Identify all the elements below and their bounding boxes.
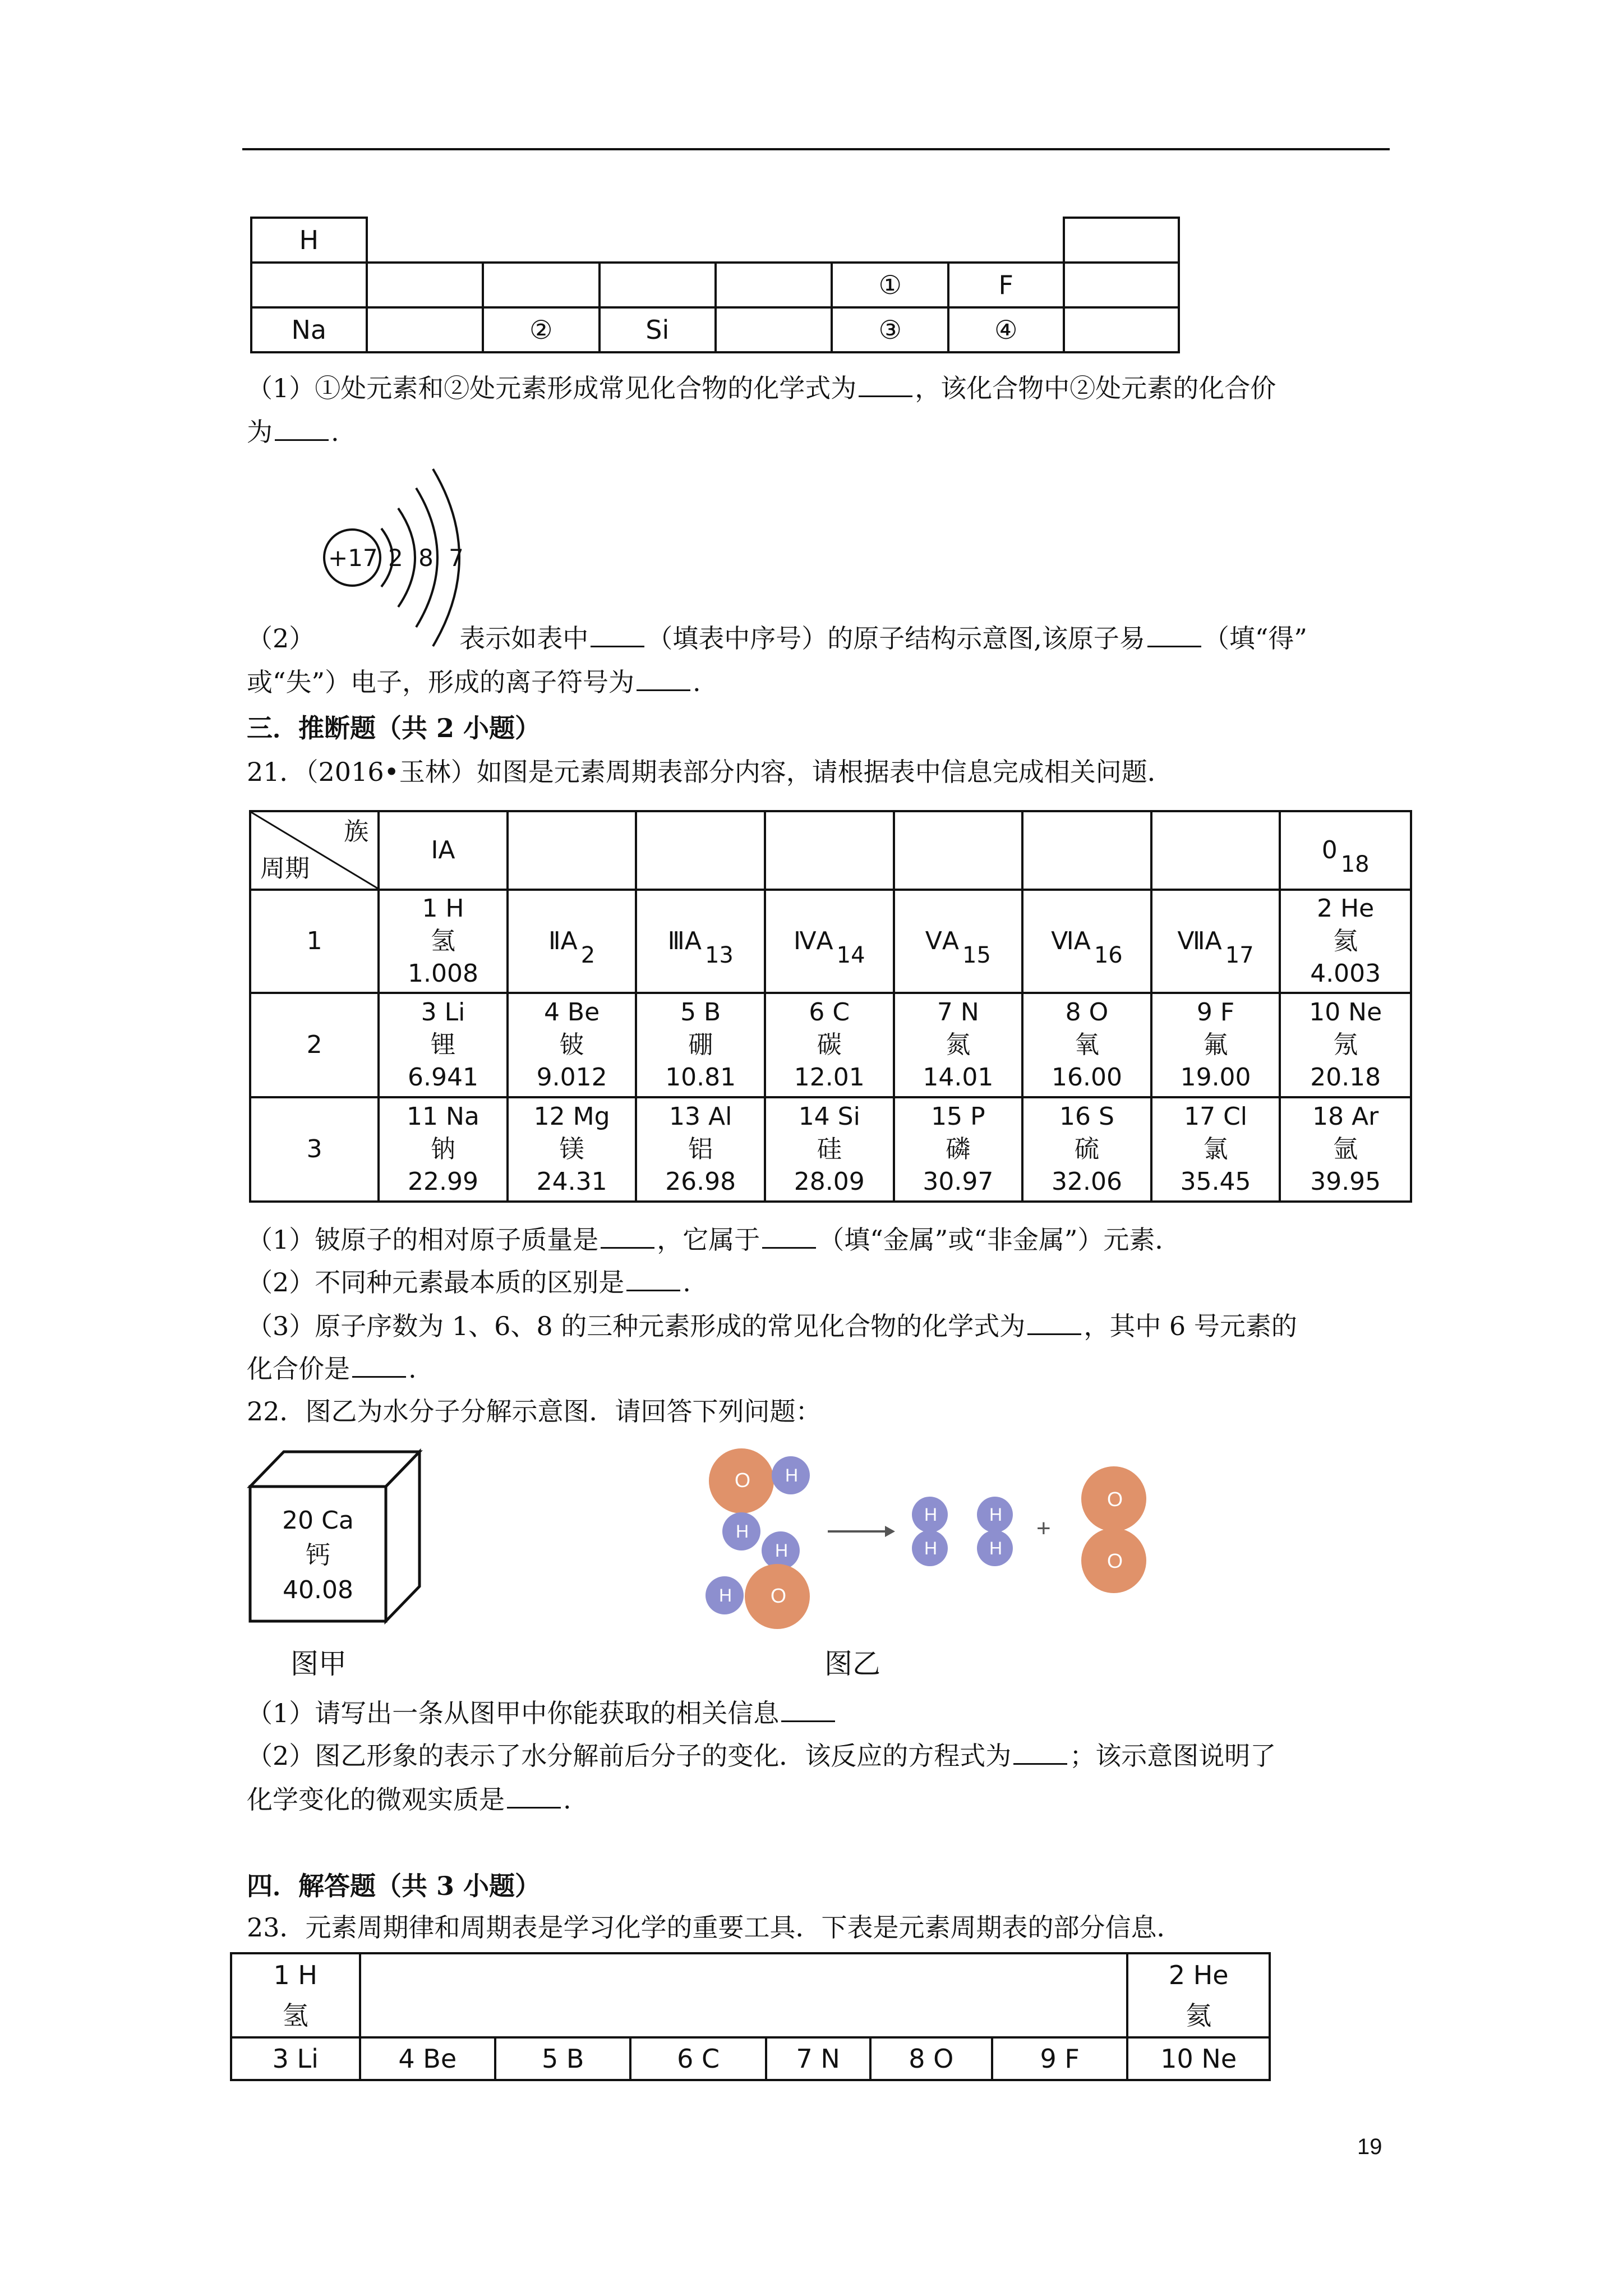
cell-empty [716,307,832,352]
q21-sub3-line1: （3）原子序数为 1、6、8 的三种元素形成的常见化合物的化学式为 ，其中 6 号元素的 [247,1311,1297,1341]
q22-stem: 22．图乙为水分子分解示意图．请回答下列问题： [247,1396,822,1427]
period-label: 2 [250,993,379,1097]
element-cell: 9 F [992,2037,1127,2080]
element-cell: 6 C [630,2037,766,2080]
period-label: 1 [250,890,379,993]
element-cell: 8 O 氧 16.00 [1022,993,1151,1097]
atom-label-o: O [1107,1488,1123,1511]
atom-label-h: H [775,1540,789,1561]
q20-part1-line1: （1）①处元素和②处元素形成常见化合物的化学式为 ，该化合物中②处元素的化合价 [247,373,1276,403]
q21-sub2: （2）不同种元素最本质的区别是 . [247,1267,691,1297]
cell-si: Si [600,307,716,352]
group-header: ⅦA 17 [1151,890,1280,993]
atom-label-h: H [719,1585,732,1605]
element-cell: 9 F 氟 19.00 [1151,993,1280,1097]
group-header: ⅢA 13 [636,890,765,993]
cell-empty [765,811,894,890]
cell-empty [600,263,716,307]
group-header: ⅣA 14 [765,890,894,993]
cell-empty [894,811,1023,890]
cell-gap [360,1953,1128,2037]
q22-sub2-line1: （2）图乙形象的表示了水分解前后分子的变化．该反应的方程式为 ；该示意图说明了 [247,1741,1276,1771]
cell-marker-1: ① [832,263,948,307]
cell-empty [1064,263,1179,307]
element-cell: 2 He 氦 [1127,1953,1270,2037]
element-cell: 3 Li [231,2037,360,2080]
element-cell: 7 N [766,2037,870,2080]
q20-part1-line2: 为 . [247,417,339,447]
cell-marker-4: ④ [948,307,1064,352]
cell-f: F [948,263,1064,307]
cell-empty [636,811,765,890]
cell-empty [1151,811,1280,890]
atom-label-o: O [771,1584,787,1607]
element-cell: 1 H 氢 [231,1953,360,2037]
page-number: 19 [1357,2134,1382,2159]
element-cell: 12 Mg 镁 24.31 [508,1097,637,1202]
atom-label-h: H [924,1538,938,1558]
atom-label-h: H [989,1504,1003,1525]
cell-empty [716,263,832,307]
element-cell: 7 N 氮 14.01 [894,993,1023,1097]
plus-sign: + [1036,1515,1051,1542]
q22-sub2-line2: 化学变化的微观实质是 . [247,1784,571,1815]
q21-sub1: （1）铍原子的相对原子质量是 ，它属于 （填“金属”或“非金属”）元素． [247,1225,1181,1255]
element-cell: 4 Be [360,2037,496,2080]
element-cell: 5 B 硼 10.81 [636,993,765,1097]
group-header: ⅥA 16 [1022,890,1151,993]
section-heading: 三．推断题（共 2 小题） [247,713,541,743]
q20-part2-line1: （2） 表示如表中 （填表中序号）的原子结构示意图,该原子易 （填“得” [247,623,1307,654]
element-cell: 10 Ne [1127,2037,1270,2080]
element-cell: 1 H 氢 1.008 [379,890,508,993]
cell-gap [367,218,1064,263]
period-label: 3 [250,1097,379,1202]
answer-blank[interactable] [859,373,912,397]
corner-group-label: 族 [344,817,369,846]
periodic-table [249,810,1412,1203]
element-cell: 10 Ne 氖 20.18 [1280,993,1411,1097]
element-cell: 3 Li 锂 6.941 [379,993,508,1097]
group-header: 0 18 [1280,811,1411,890]
q22-sub1: （1）请写出一条从图甲中你能获取的相关信息 [247,1696,837,1730]
figure-b-caption: 图乙 [824,1648,880,1680]
cell-h: H [251,218,367,263]
element-cell: 8 O [870,2037,993,2080]
cell-empty [367,307,483,352]
periodic-table-excerpt [230,1952,1271,2081]
oxygen-molecule [1081,1466,1146,1593]
element-cell: 2 He 氦 4.003 [1280,890,1411,993]
atom-label-h: H [989,1538,1003,1558]
element-cell: 17 Cl 氯 35.45 [1151,1097,1280,1202]
cell-empty [483,263,600,307]
answer-blank[interactable] [637,667,690,691]
corner-header-cell [250,811,379,890]
atom-label-o: O [1107,1549,1123,1572]
cell-empty [367,263,483,307]
cell-na: Na [251,307,367,352]
cell-empty [508,811,637,890]
header-rule [242,148,1390,150]
answer-blank[interactable] [1027,1311,1081,1335]
answer-blank[interactable] [762,1225,816,1249]
element-cell: 4 Be 铍 9.012 [508,993,637,1097]
section-heading: 四．解答题（共 3 小题） [247,1871,541,1901]
q20-part2-line2: 或“失”）电子，形成的离子符号为 . [247,667,701,697]
answer-blank[interactable] [591,623,644,647]
element-cell: 13 Al 铝 26.98 [636,1097,765,1202]
mini-periodic-table [250,217,1180,353]
group-header: ⅡA 2 [508,890,637,993]
element-cell: 15 P 磷 30.97 [894,1097,1023,1202]
q21-stem: 21．（2016•玉林）如图是元素周期表部分内容，请根据表中信息完成相关问题． [247,757,1173,787]
cell-empty [251,263,367,307]
atom-nucleus-label: +17 [328,544,378,572]
calcium-element-info: 20 Ca 钙 40.08 [282,1506,354,1604]
answer-blank[interactable] [1147,623,1201,647]
group-header: ⅤA 15 [894,890,1023,993]
element-cell: 5 B [495,2037,630,2080]
atom-label-h: H [924,1504,938,1525]
answer-blank[interactable] [352,1354,406,1378]
cell-empty [1064,307,1179,352]
water-molecule-hydrogens [722,1512,800,1570]
corner-period-label: 周期 [260,854,310,883]
q21-sub3-line2: 化合价是 . [247,1354,417,1384]
atom-label-o: O [735,1469,751,1492]
element-cell: 14 Si 硅 28.09 [765,1097,894,1202]
water-decomposition-diagram [690,1447,1150,1638]
element-cell: 11 Na 钠 22.99 [379,1097,508,1202]
figure-a-caption: 图甲 [291,1648,347,1680]
atom-shell-counts: 2 8 7 [388,544,464,572]
answer-blank[interactable] [626,1267,680,1291]
atom-label-h: H [736,1521,749,1542]
cell-empty [1022,811,1151,890]
answer-blank[interactable] [601,1225,654,1249]
cell-empty [1064,218,1179,263]
group-header: ⅠA [379,811,508,890]
answer-blank[interactable] [1013,1741,1067,1765]
reaction-arrowhead [885,1526,895,1537]
cell-marker-3: ③ [832,307,948,352]
cell-marker-2: ② [483,307,600,352]
q23-stem: 23．元素周期律和周期表是学习化学的重要工具．下表是元素周期表的部分信息． [247,1912,1183,1943]
element-cell: 6 C 碳 12.01 [765,993,894,1097]
answer-blank[interactable] [275,417,329,441]
atom-label-h: H [785,1465,799,1485]
element-cell: 16 S 硫 32.06 [1022,1097,1151,1202]
answer-blank[interactable] [781,1698,835,1722]
answer-blank[interactable] [507,1784,561,1809]
element-cell: 18 Ar 氩 39.95 [1280,1097,1411,1202]
